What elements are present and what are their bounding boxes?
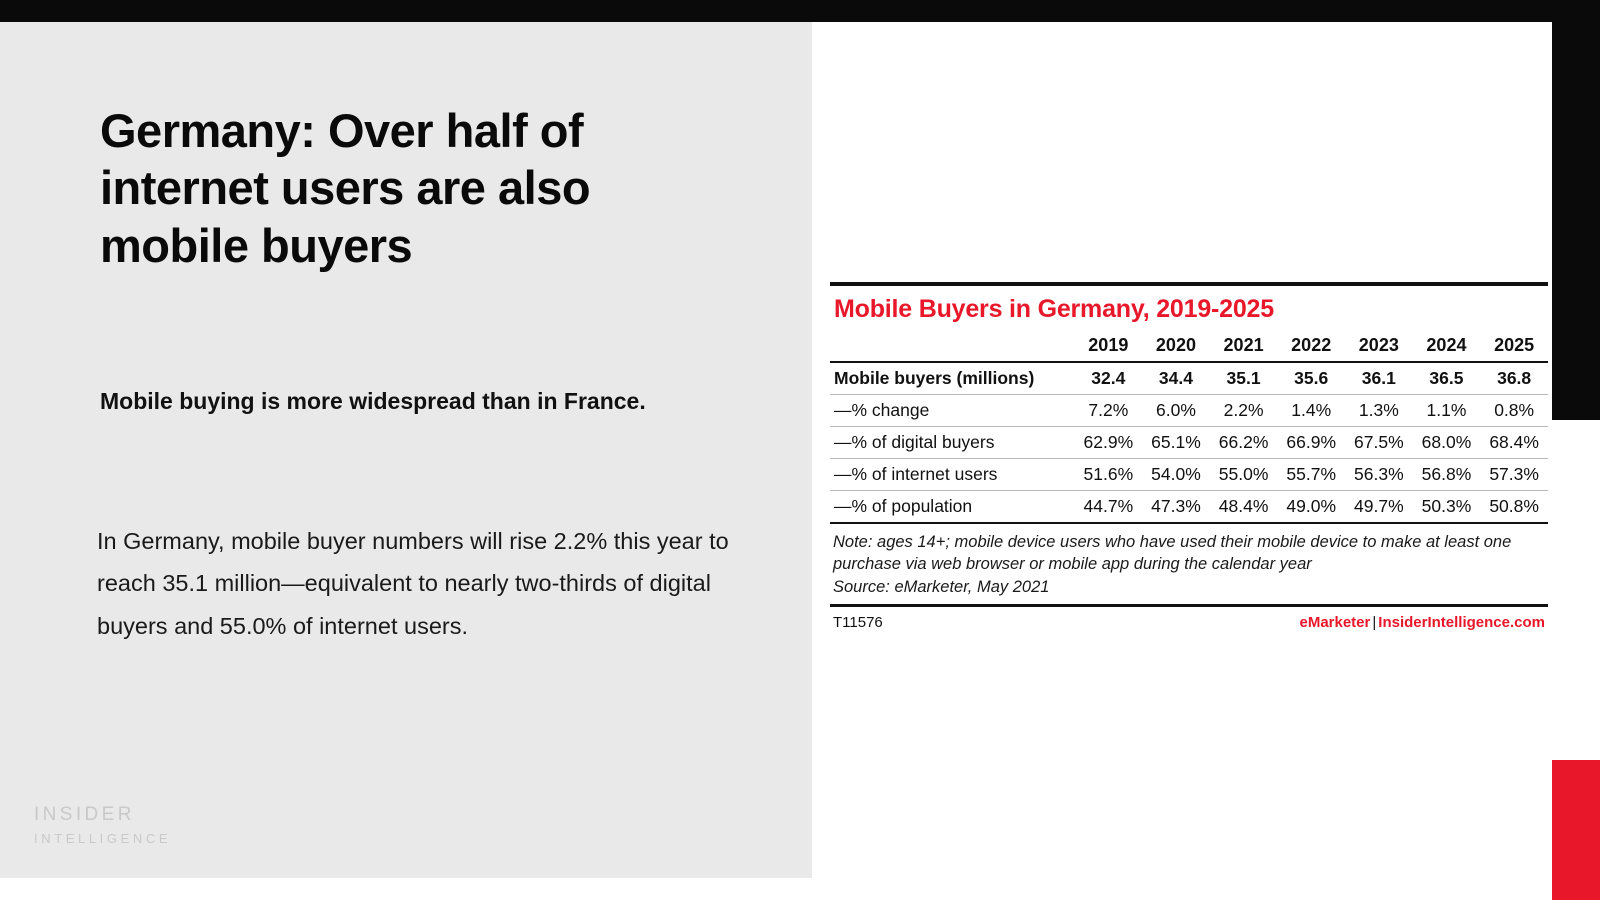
table-row — [830, 395, 1548, 427]
left-text-panel — [0, 22, 812, 878]
row-label-percent-population: —% of population — [830, 491, 1075, 524]
column-header-2025: 2025 — [1480, 330, 1548, 362]
table-header — [830, 330, 1548, 362]
column-header-2023: 2023 — [1345, 330, 1413, 362]
cell: 36.8 — [1480, 362, 1548, 395]
column-header-2024: 2024 — [1413, 330, 1481, 362]
cell: 36.5 — [1413, 362, 1481, 395]
column-header-2020: 2020 — [1142, 330, 1210, 362]
emarketer-brand — [1299, 614, 1545, 631]
cell: 67.5% — [1345, 427, 1413, 459]
right-white-band — [1552, 420, 1600, 760]
note-text: Note: ages 14+; mobile device users who have used their mobile device to make at least one purchase via web browser or mobile app during the calendar year — [833, 533, 1512, 574]
cell: 2.2% — [1210, 395, 1278, 427]
source-text: Source: eMarketer, May 2021 — [833, 577, 1050, 596]
right-red-accent — [1552, 760, 1600, 900]
cell: 35.1 — [1210, 362, 1278, 395]
cell: 68.4% — [1480, 427, 1548, 459]
table-row — [830, 491, 1548, 524]
cell: 66.2% — [1210, 427, 1278, 459]
brand-emarketer: eMarketer — [1299, 613, 1371, 631]
cell: 50.8% — [1480, 491, 1548, 524]
cell: 1.4% — [1277, 395, 1345, 427]
cell: 36.1 — [1345, 362, 1413, 395]
insider-intelligence-logo — [34, 804, 171, 846]
chart-panel — [812, 22, 1552, 878]
subheadline: Mobile buying is more widespread than in France. — [100, 388, 646, 414]
cell: 49.0% — [1277, 491, 1345, 524]
column-header-2019: 2019 — [1075, 330, 1143, 362]
top-black-band — [0, 0, 1600, 22]
table-row — [830, 427, 1548, 459]
table-row — [830, 362, 1548, 395]
table-note — [830, 524, 1548, 607]
chart-title: Mobile Buyers in Germany, 2019-2025 — [834, 295, 1274, 323]
cell: 0.8% — [1480, 395, 1548, 427]
cell: 1.3% — [1345, 395, 1413, 427]
page-title: Germany: Over half of internet users are also mobile buyers — [100, 104, 591, 272]
cell: 54.0% — [1142, 459, 1210, 491]
table-header-row — [830, 330, 1548, 362]
cell: 66.9% — [1277, 427, 1345, 459]
cell: 51.6% — [1075, 459, 1143, 491]
cell: 1.1% — [1413, 395, 1481, 427]
cell: 55.7% — [1277, 459, 1345, 491]
cell: 68.0% — [1413, 427, 1481, 459]
column-header-2021: 2021 — [1210, 330, 1278, 362]
mobile-buyers-table — [830, 330, 1548, 524]
row-label-mobile-buyers: Mobile buyers (millions) — [830, 362, 1075, 395]
column-header-2022: 2022 — [1277, 330, 1345, 362]
table-row — [830, 459, 1548, 491]
row-label-percent-internet-users: —% of internet users — [830, 459, 1075, 491]
cell: 47.3% — [1142, 491, 1210, 524]
cell: 32.4 — [1075, 362, 1143, 395]
cell: 6.0% — [1142, 395, 1210, 427]
logo-line-1: INSIDER — [34, 804, 135, 825]
cell: 57.3% — [1480, 459, 1548, 491]
logo-line-2: INTELLIGENCE — [34, 831, 172, 846]
cell: 56.8% — [1413, 459, 1481, 491]
cell: 34.4 — [1142, 362, 1210, 395]
table-body — [830, 362, 1548, 523]
row-label-percent-digital-buyers: —% of digital buyers — [830, 427, 1075, 459]
data-table-card — [830, 282, 1548, 631]
cell: 48.4% — [1210, 491, 1278, 524]
row-label-percent-change: —% change — [830, 395, 1075, 427]
cell: 56.3% — [1345, 459, 1413, 491]
cell: 50.3% — [1413, 491, 1481, 524]
table-footer — [830, 607, 1548, 631]
body-paragraph: In Germany, mobile buyer numbers will rise 2.2% this year to reach 35.1 million—equivalent to nearly two-thirds of digital buyers and 55.0% of internet users. — [97, 528, 729, 639]
cell: 62.9% — [1075, 427, 1143, 459]
right-black-band — [1552, 0, 1600, 420]
cell: 65.1% — [1142, 427, 1210, 459]
cell: 49.7% — [1345, 491, 1413, 524]
column-header-metric — [830, 330, 1075, 362]
cell: 44.7% — [1075, 491, 1143, 524]
table-id: T11576 — [833, 613, 883, 631]
cell: 35.6 — [1277, 362, 1345, 395]
brand-insiderintelligence: InsiderIntelligence.com — [1378, 613, 1545, 631]
cell: 7.2% — [1075, 395, 1143, 427]
cell: 55.0% — [1210, 459, 1278, 491]
brand-separator: | — [1372, 613, 1377, 631]
